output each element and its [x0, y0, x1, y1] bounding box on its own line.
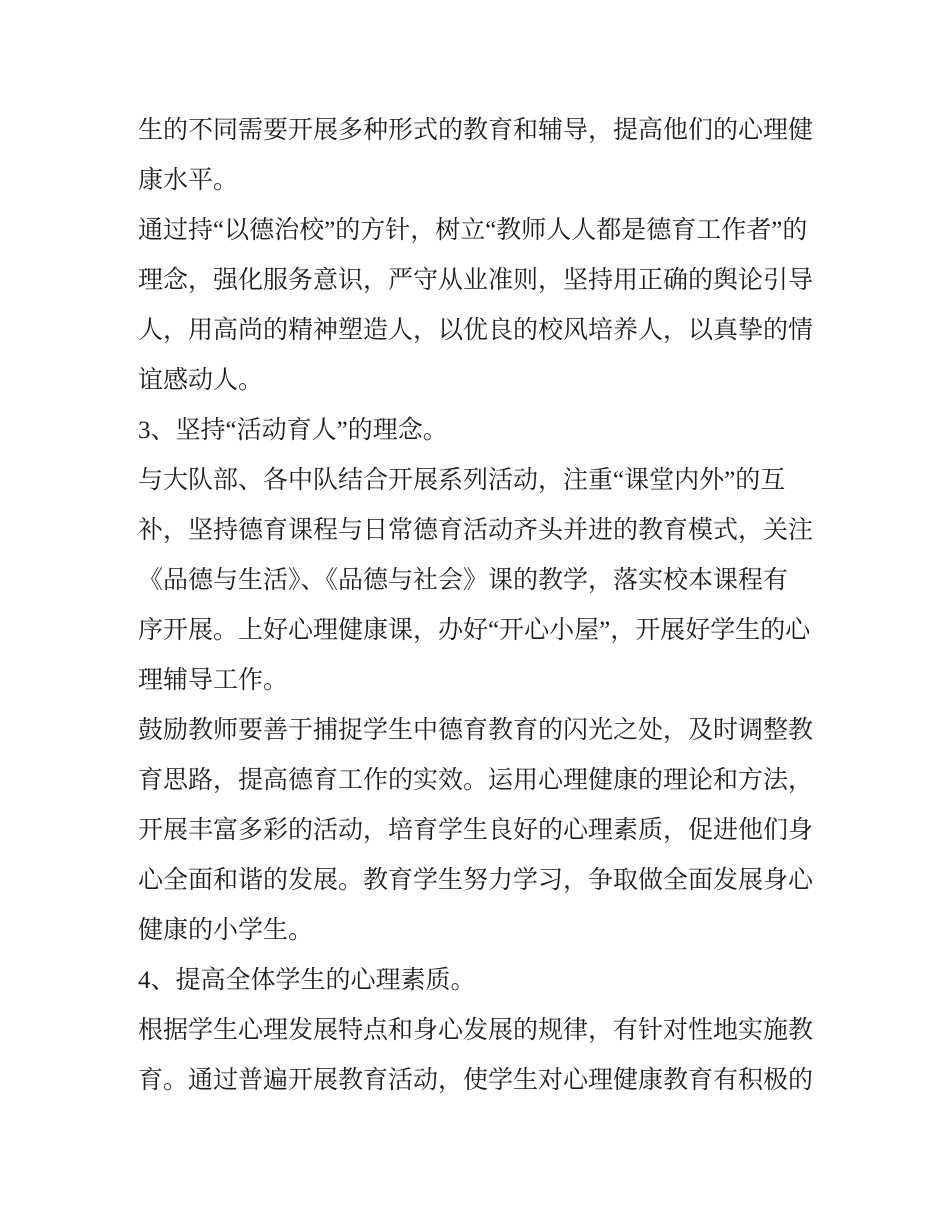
text-line: 理念，强化服务意识，严守从业准则，坚持用正确的舆论引导 — [138, 267, 814, 294]
text-line-heading: 3、坚持“活动育人”的理念。 — [138, 417, 448, 444]
text-line: 心全面和谐的发展。教育学生努力学习，争取做全面发展身心 — [138, 867, 814, 894]
text-line: 根据学生心理发展特点和身心发展的规律，有针对性地实施教 — [138, 1017, 814, 1044]
text-line: 序开展。上好心理健康课，办好“开心小屋”，开展好学生的心 — [138, 617, 811, 644]
text-line: 康水平。 — [138, 167, 239, 194]
text-line: 健康的小学生。 — [138, 917, 314, 944]
text-line: 育。通过普遍开展教育活动，使学生对心理健康教育有积极的 — [138, 1067, 814, 1094]
text-line-heading: 4、提高全体学生的心理素质。 — [138, 967, 476, 994]
text-line: 生的不同需要开展多种形式的教育和辅导，提高他们的心理健 — [138, 117, 814, 144]
text-line: 育思路，提高德育工作的实效。运用心理健康的理论和方法， — [138, 767, 814, 794]
text-line: 《品德与生活》、《品德与社会》课的教学，落实校本课程有 — [138, 567, 789, 594]
text-line: 人，用高尚的精神塑造人，以优良的校风培养人，以真挚的情 — [138, 317, 814, 344]
text-line: 补，坚持德育课程与日常德育活动齐头并进的教育模式，关注 — [138, 517, 814, 544]
text-line: 开展丰富多彩的活动，培育学生良好的心理素质，促进他们身 — [138, 817, 814, 844]
text-line: 与大队部、各中队结合开展系列活动，注重“课堂内外”的互 — [138, 467, 786, 494]
text-line: 鼓励教师要善于捕捉学生中德育教育的闪光之处，及时调整教 — [138, 717, 814, 744]
text-line: 通过持“以德治校”的方针，树立“教师人人都是德育工作者”的 — [138, 217, 808, 244]
text-line: 理辅导工作。 — [138, 667, 289, 694]
text-line: 谊感动人。 — [138, 367, 264, 394]
